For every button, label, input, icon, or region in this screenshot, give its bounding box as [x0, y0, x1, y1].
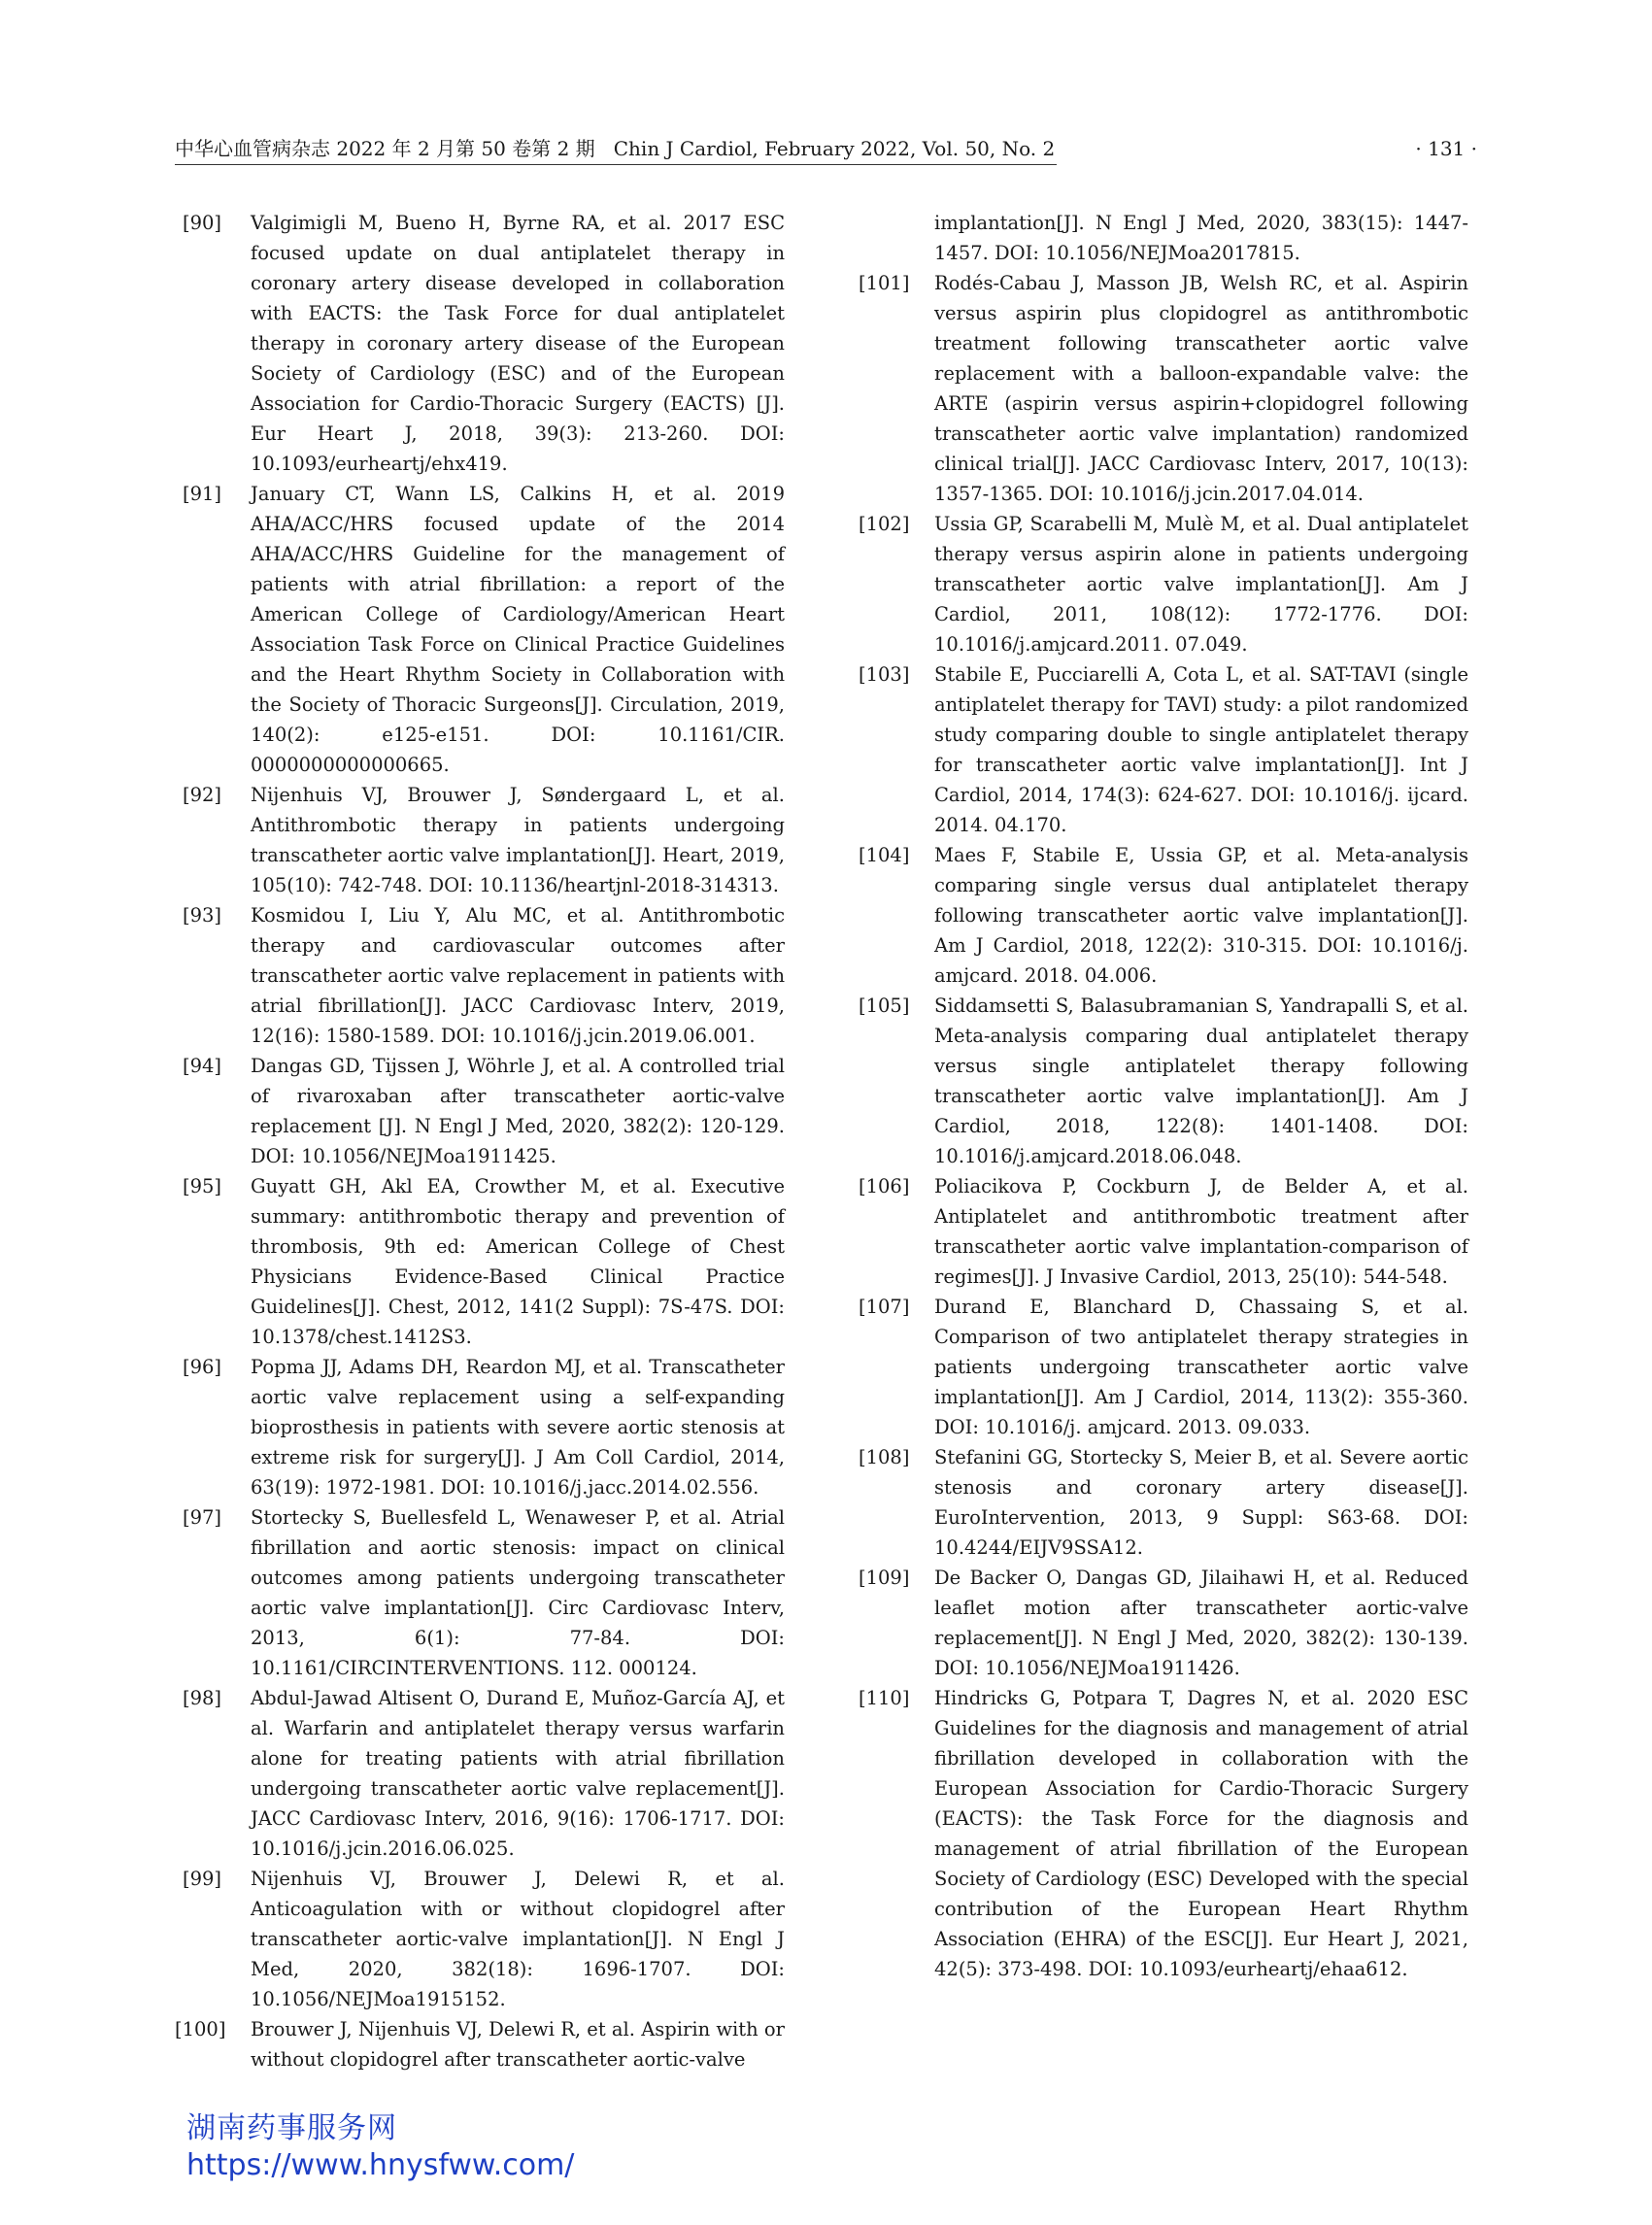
reference-text: Guyatt GH, Akl EA, Crowther M, et al. Executive summary: antithrombotic therapy and prevention of thrombosis, 9th ed: American College of Chest Physicians Evidence-Based Clinical Practice Guidelines[J]. Chest, 2012, 141(2 Suppl): 7S-47S. DOI: 10.1378/chest.1412S3. — [251, 1175, 785, 1348]
reference-item — [859, 268, 1468, 509]
reference-number: [95] — [183, 1175, 222, 1197]
reference-number: [90] — [183, 212, 222, 234]
reference-text: Abdul-Jawad Altisent O, Durand E, Muñoz-García AJ, et al. Warfarin and antiplatelet therapy versus warfarin alone for treating patients with atrial fibrillation undergoing transcatheter aortic valve replacement[J]. JACC Cardiovasc Interv, 2016, 9(16): 1706-1717. DOI: 10.1016/j.jcin.2016.06.025. — [251, 1687, 785, 1860]
journal-name-en: Chin J Cardiol, February 2022, Vol. 50, No. 2 — [613, 137, 1056, 160]
reference-continuation — [859, 208, 1468, 268]
reference-item — [175, 479, 785, 780]
reference-item — [859, 840, 1468, 991]
reference-item — [175, 2014, 785, 2074]
reference-item — [175, 1683, 785, 1864]
reference-text: Kosmidou I, Liu Y, Alu MC, et al. Antithrombotic therapy and cardiovascular outcomes after transcatheter aortic valve replacement in patients with atrial fibrillation[J]. JACC Cardiovasc Interv, 2019, 12(16): 1580-1589. DOI: 10.1016/j.jcin.2019.06.001. — [251, 904, 785, 1047]
reference-column-left — [175, 208, 785, 2074]
reference-item — [175, 1864, 785, 2014]
reference-text: January CT, Wann LS, Calkins H, et al. 2019 AHA/ACC/HRS focused update of the 2014 AHA/ACC/HRS Guideline for the management of patients with atrial fibrillation: a report of the American College of Cardiology/American Heart Association Task Force on Clinical Practice Guidelines and the Heart Rhythm Society in Collaboration with the Society of Thoracic Surgeons[J]. Circulation, 2019, 140(2): e125-e151. DOI: 10.1161/CIR. 0000000000000665. — [251, 483, 785, 776]
reference-text: Durand E, Blanchard D, Chassaing S, et al. Comparison of two antiplatelet therapy strategies in patients undergoing transcatheter aortic valve implantation[J]. Am J Cardiol, 2014, 113(2): 355-360. DOI: 10.1016/j. amjcard. 2013. 09.033. — [934, 1296, 1468, 1438]
reference-item — [859, 1442, 1468, 1563]
reference-number: [91] — [183, 483, 222, 505]
reference-number: [102] — [859, 513, 910, 535]
reference-text: Ussia GP, Scarabelli M, Mulè M, et al. Dual antiplatelet therapy versus aspirin alone in patients undergoing transcatheter aortic valve implantation[J]. Am J Cardiol, 2011, 108(12): 1772-1776. DOI: 10.1016/j.amjcard.2011. 07.049. — [934, 513, 1468, 656]
reference-number: [103] — [859, 663, 910, 686]
reference-text: Nijenhuis VJ, Brouwer J, Delewi R, et al. Anticoagulation with or without clopidogrel after transcatheter aortic-valve implantation[J]. N Engl J Med, 2020, 382(18): 1696-1707. DOI: 10.1056/NEJMoa1915152. — [251, 1868, 785, 2010]
reference-text: Siddamsetti S, Balasubramanian S, Yandrapalli S, et al. Meta-analysis comparing dual antiplatelet therapy versus single antiplatelet therapy following transcatheter aortic valve implantation[J]. Am J Cardiol, 2018, 122(8): 1401-1408. DOI: 10.1016/j.amjcard.2018.06.048. — [934, 995, 1468, 1167]
reference-text: Hindricks G, Potpara T, Dagres N, et al. 2020 ESC Guidelines for the diagnosis and management of atrial fibrillation developed in collaboration with the European Association for Cardio-Thoracic Surgery (EACTS): the Task Force for the diagnosis and management of atrial fibrillation of the European Society of Cardiology (ESC) Developed with the special contribution of the European Heart Rhythm Association (EHRA) of the ESC[J]. Eur Heart J, 2021, 42(5): 373-498. DOI: 10.1093/eurheartj/ehaa612. — [934, 1687, 1468, 1980]
running-header — [175, 132, 1477, 165]
reference-item — [859, 1292, 1468, 1442]
reference-number: [98] — [183, 1687, 222, 1709]
reference-text: Valgimigli M, Bueno H, Byrne RA, et al. 2017 ESC focused update on dual antiplatelet therapy in coronary artery disease developed in collaboration with EACTS: the Task Force for dual antiplatelet therapy in coronary artery disease of the European Society of Cardiology (ESC) and of the European Association for Cardio-Thoracic Surgery (EACTS) [J]. Eur Heart J, 2018, 39(3): 213-260. DOI: 10.1093/eurheartj/ehx419. — [251, 212, 785, 475]
reference-text: Brouwer J, Nijenhuis VJ, Delewi R, et al. Aspirin with or without clopidogrel after transcatheter aortic-valve — [251, 2018, 785, 2071]
reference-number: [108] — [859, 1446, 910, 1468]
reference-text: Dangas GD, Tijssen J, Wöhrle J, et al. A controlled trial of rivaroxaban after transcatheter aortic-valve replacement [J]. N Engl J Med, 2020, 382(2): 120-129. DOI: 10.1056/NEJMoa1911425. — [251, 1055, 785, 1167]
reference-item — [175, 1502, 785, 1683]
reference-item — [175, 1171, 785, 1352]
reference-item — [175, 900, 785, 1051]
reference-number: [94] — [183, 1055, 222, 1077]
reference-number: [92] — [183, 784, 222, 806]
reference-item — [859, 509, 1468, 659]
reference-text: Stortecky S, Buellesfeld L, Wenaweser P, et al. Atrial fibrillation and aortic stenosis: impact on clinical outcomes among patients undergoing transcatheter aortic valve implantation[J]. Circ Cardiovasc Interv, 2013, 6(1): 77-84. DOI: 10.1161/CIRCINTERVENTIONS. 112. 000124. — [251, 1506, 785, 1679]
reference-number: [101] — [859, 272, 910, 294]
watermark-footer — [186, 2109, 574, 2183]
site-name: 湖南药事服务网 — [186, 2111, 397, 2145]
reference-item — [859, 1683, 1468, 1984]
reference-column-right — [859, 208, 1468, 1984]
reference-item — [175, 1051, 785, 1171]
reference-number: [100] — [175, 2018, 226, 2040]
reference-text: Stefanini GG, Stortecky S, Meier B, et al. Severe aortic stenosis and coronary artery disease[J]. EuroIntervention, 2013, 9 Suppl: S63-68. DOI: 10.4244/EIJV9SSA12. — [934, 1446, 1468, 1559]
reference-text: Stabile E, Pucciarelli A, Cota L, et al. SAT-TAVI (single antiplatelet therapy for TAVI) study: a pilot randomized study comparing double to single antiplatelet therapy for transcatheter aortic valve implantation[J]. Int J Cardiol, 2014, 174(3): 624-627. DOI: 10.1016/j. ijcard. 2014. 04.170. — [934, 663, 1468, 836]
reference-number: [106] — [859, 1175, 910, 1197]
reference-item — [175, 1352, 785, 1502]
reference-item — [859, 659, 1468, 840]
reference-number: [110] — [859, 1687, 910, 1709]
reference-number: [93] — [183, 904, 222, 927]
reference-item — [859, 991, 1468, 1171]
site-url-link[interactable]: https://www.hnysfww.com/ — [186, 2148, 575, 2182]
reference-number: [99] — [183, 1868, 222, 1890]
reference-text: De Backer O, Dangas GD, Jilaihawi H, et al. Reduced leaflet motion after transcatheter aortic-valve replacement[J]. N Engl J Med, 2020, 382(2): 130-139. DOI: 10.1056/NEJMoa1911426. — [934, 1567, 1468, 1679]
journal-name-cn: 中华心血管病杂志 2022 年 2 月第 50 卷第 2 期 — [175, 137, 595, 160]
reference-item — [859, 1563, 1468, 1683]
reference-number: [107] — [859, 1296, 910, 1318]
reference-text: Nijenhuis VJ, Brouwer J, Søndergaard L, et al. Antithrombotic therapy in patients undergoing transcatheter aortic valve implantation[J]. Heart, 2019, 105(10): 742-748. DOI: 10.1136/heartjnl-2018-314313. — [251, 784, 785, 896]
reference-text: Poliacikova P, Cockburn J, de Belder A, et al. Antiplatelet and antithrombotic treatment after transcatheter aortic valve implantation-comparison of regimes[J]. J Invasive Cardiol, 2013, 25(10): 544-548. — [934, 1175, 1468, 1288]
page-number: · 131 · — [1415, 137, 1477, 160]
reference-text: Rodés-Cabau J, Masson JB, Welsh RC, et al. Aspirin versus aspirin plus clopidogrel as antithrombotic treatment following transcatheter aortic valve replacement with a balloon-expandable valve: the ARTE (aspirin versus aspirin+clopidogrel following transcatheter aortic valve implantation) randomized clinical trial[J]. JACC Cardiovasc Interv, 2017, 10(13): 1357-1365. DOI: 10.1016/j.jcin.2017.04.014. — [934, 272, 1468, 505]
reference-number: [96] — [183, 1356, 222, 1378]
reference-text: implantation[J]. N Engl J Med, 2020, 383(15): 1447-1457. DOI: 10.1056/NEJMoa2017815. — [934, 212, 1468, 264]
journal-citation — [175, 132, 1057, 165]
reference-number: [104] — [859, 844, 910, 866]
reference-number: [97] — [183, 1506, 222, 1529]
reference-number: [109] — [859, 1567, 910, 1589]
reference-item — [859, 1171, 1468, 1292]
reference-number: [105] — [859, 995, 910, 1017]
reference-item — [175, 780, 785, 900]
reference-item — [175, 208, 785, 479]
reference-text: Maes F, Stabile E, Ussia GP, et al. Meta-analysis comparing single versus dual antiplatelet therapy following transcatheter aortic valve implantation[J]. Am J Cardiol, 2018, 122(2): 310-315. DOI: 10.1016/j. amjcard. 2018. 04.006. — [934, 844, 1468, 987]
reference-text: Popma JJ, Adams DH, Reardon MJ, et al. Transcatheter aortic valve replacement using a self-expanding bioprosthesis in patients with severe aortic stenosis at extreme risk for surgery[J]. J Am Coll Cardiol, 2014, 63(19): 1972-1981. DOI: 10.1016/j.jacc.2014.02.556. — [251, 1356, 785, 1499]
